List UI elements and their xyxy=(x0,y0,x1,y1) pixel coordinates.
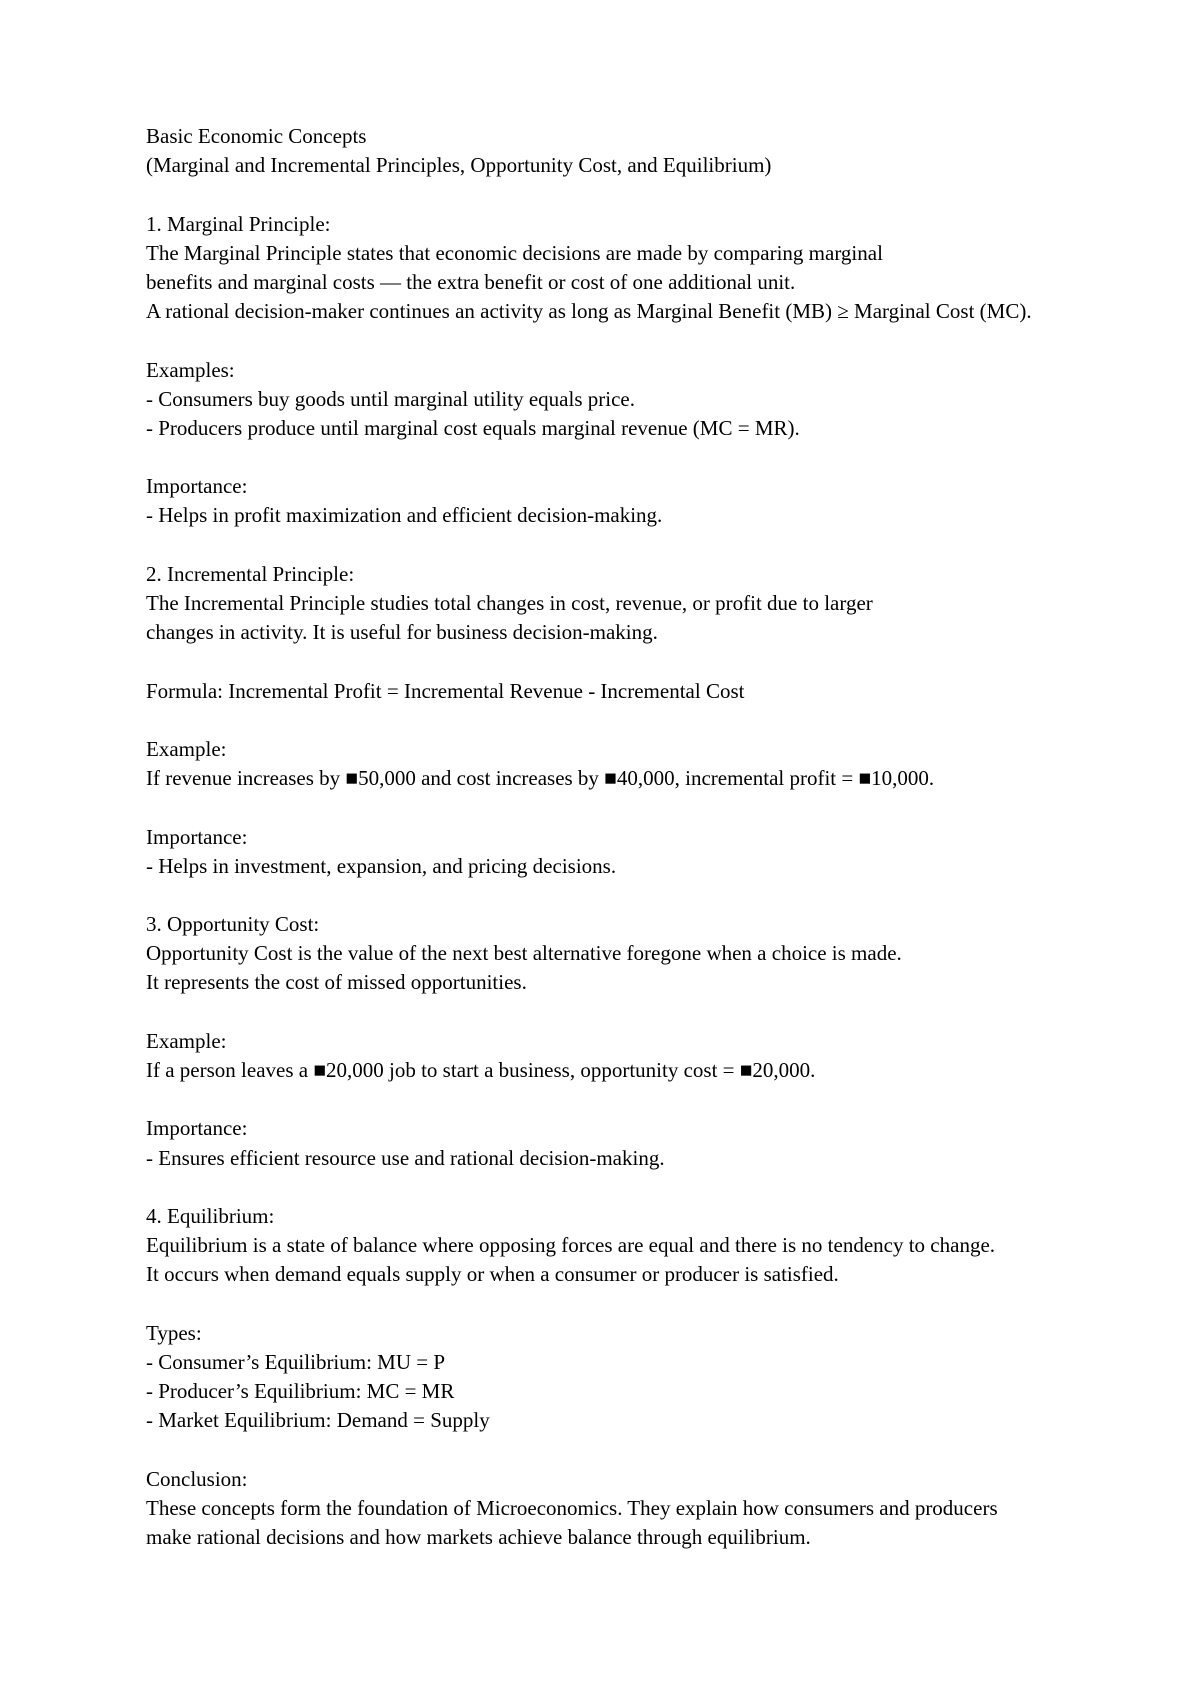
section-heading-marginal: 1. Marginal Principle: xyxy=(146,211,331,236)
paragraph-line: benefits and marginal costs — the extra benefit or cost of one additional unit. xyxy=(146,269,796,294)
section-heading-conclusion: Conclusion: xyxy=(146,1466,248,1491)
spacer xyxy=(146,706,1186,735)
example-label: Example: xyxy=(146,736,227,761)
spacer xyxy=(146,326,1186,355)
spacer xyxy=(146,1435,1186,1464)
section-heading-opportunity: 3. Opportunity Cost: xyxy=(146,912,320,937)
document-page xyxy=(146,122,1186,1552)
section-heading-incremental: 2. Incremental Principle: xyxy=(146,561,355,586)
paragraph-line: changes in activity. It is useful for business decision-making. xyxy=(146,620,658,645)
spacer xyxy=(146,881,1186,910)
list-item: - Consumer’s Equilibrium: MU = P xyxy=(146,1349,446,1374)
spacer xyxy=(146,531,1186,560)
paragraph-line: The Incremental Principle studies total changes in cost, revenue, or profit due to larger xyxy=(146,591,873,615)
examples-label: Examples: xyxy=(146,357,235,382)
paragraph-line: make rational decisions and how markets achieve balance through equilibrium. xyxy=(146,1525,811,1549)
importance-label: Importance: xyxy=(146,474,248,499)
spacer xyxy=(146,998,1186,1027)
spacer xyxy=(146,1173,1186,1202)
importance-label: Importance: xyxy=(146,1116,248,1141)
paragraph-line: These concepts form the foundation of Microeconomics. They explain how consumers and producers xyxy=(146,1495,998,1520)
spacer xyxy=(146,647,1186,676)
list-item: - Producer’s Equilibrium: MC = MR xyxy=(146,1379,455,1404)
paragraph-line: It occurs when demand equals supply or when a consumer or producer is satisfied. xyxy=(146,1262,839,1287)
section-heading-equilibrium: 4. Equilibrium: xyxy=(146,1203,275,1228)
document-subtitle: (Marginal and Incremental Principles, Opportunity Cost, and Equilibrium) xyxy=(146,153,772,178)
spacer xyxy=(146,443,1186,472)
list-item: - Helps in profit maximization and efficient decision-making. xyxy=(146,503,663,528)
example-line: If a person leaves a ■20,000 job to start a business, opportunity cost = ■20,000. xyxy=(146,1058,816,1082)
example-label: Example: xyxy=(146,1028,227,1053)
example-line: If revenue increases by ■50,000 and cost increases by ■40,000, incremental profit = ■10,000. xyxy=(146,766,935,791)
list-item: - Helps in investment, expansion, and pricing decisions. xyxy=(146,853,617,878)
document-title: Basic Economic Concepts xyxy=(146,124,367,148)
spacer xyxy=(146,1085,1186,1114)
importance-label: Importance: xyxy=(146,824,248,849)
paragraph-line: Equilibrium is a state of balance where opposing forces are equal and there is no tendency to change. xyxy=(146,1233,996,1258)
paragraph-line: The Marginal Principle states that economic decisions are made by comparing marginal xyxy=(146,240,883,265)
paragraph-line: A rational decision-maker continues an activity as long as Marginal Benefit (MB) ≥ Marginal Cost (MC). xyxy=(146,299,1032,324)
paragraph-line: Opportunity Cost is the value of the next best alternative foregone when a choice is made. xyxy=(146,941,902,966)
spacer xyxy=(146,793,1186,822)
list-item: - Consumers buy goods until marginal utility equals price. xyxy=(146,386,635,411)
spacer xyxy=(146,180,1186,209)
types-label: Types: xyxy=(146,1320,202,1345)
list-item: - Producers produce until marginal cost equals marginal revenue (MC = MR). xyxy=(146,415,800,440)
list-item: - Market Equilibrium: Demand = Supply xyxy=(146,1408,490,1433)
paragraph-line: It represents the cost of missed opportunities. xyxy=(146,970,527,995)
spacer xyxy=(146,1290,1186,1319)
formula-line: Formula: Incremental Profit = Incremental Revenue - Incremental Cost xyxy=(146,678,745,703)
list-item: - Ensures efficient resource use and rational decision-making. xyxy=(146,1145,665,1170)
